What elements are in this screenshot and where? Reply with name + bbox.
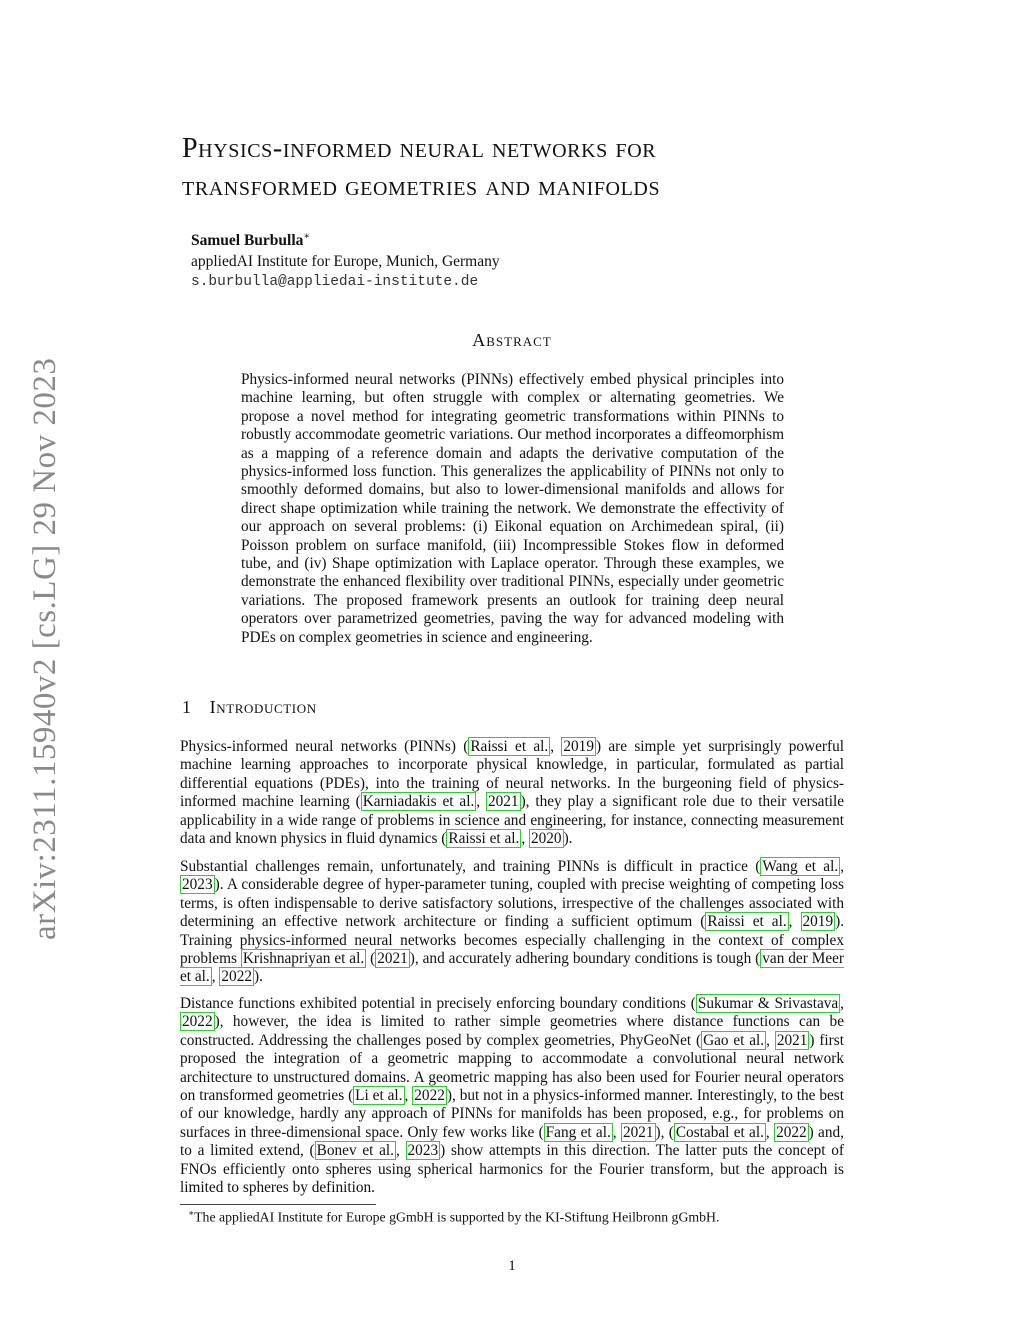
citation-link[interactable]: 2021	[487, 793, 519, 811]
abstract-heading: Abstract	[472, 330, 552, 350]
paragraph-text: Distance functions exhibited potential in precisely enforcing boundary conditions (	[180, 995, 696, 1012]
citation-link[interactable]: 2022	[221, 968, 252, 986]
abstract-text: Physics-informed neural networks (PINNs) effectively embed physical principles into machine learning, but often struggle with complex or alternating geometries. We propose a novel method for integrating geometric transformations within PINNs to robustly accommodate geometric variations. Our method incorporates a diffeomorphism as a mapping of a reference domain and adapts the derivative computation of the physics-informed loss function. This generalizes the applicability of PINNs not only to smoothly deformed domains, but also to lower-dimensional manifolds and allows for direct shape optimization while training the network. We demonstrate the effectivity of our approach on several problems: (i) Eikonal equation on Archimedean spiral, (ii) Poisson problem on surface manifold, (iii) Incompressible Stokes flow in deformed tube, and (iv) Shape optimization with Laplace operator. Through these examples, we demonstrate the enhanced flexibility over traditional PINNs, especially under geometric variations. The proposed framework presents an outlook for training deep neural operators over parametrized geometries, paving the way for advanced modeling with PDEs on complex geometries in science and engineering.	[241, 371, 784, 646]
author-name-text: Samuel Burbulla	[191, 232, 304, 250]
citation-link[interactable]: 2019	[563, 738, 594, 755]
citation-link[interactable]: 2019	[802, 913, 834, 931]
paragraph-text: ,	[840, 858, 845, 875]
citation-link[interactable]: 2022	[182, 1013, 213, 1031]
title-line-2: transformed geometries and manifolds	[182, 171, 661, 202]
citation-link[interactable]: 2021	[622, 1123, 654, 1141]
citation-link[interactable]: Fang et al.	[545, 1123, 611, 1141]
section-heading-introduction	[182, 697, 317, 718]
citation-link[interactable]: Krishnapriyan et al.	[242, 950, 365, 968]
intro-paragraph-1	[180, 738, 844, 848]
citation-link[interactable]: 2023	[182, 876, 213, 894]
citation-link[interactable]: Raissi et al.	[448, 830, 520, 848]
page-number: 1	[508, 1258, 516, 1274]
paragraph-text: Substantial challenges remain, unfortunately, and training PINNs is difficult in practice (	[180, 858, 761, 875]
paragraph-text: ,	[788, 913, 801, 931]
author-name	[191, 226, 500, 251]
citation-link[interactable]: Raissi et al.	[470, 738, 549, 755]
citation-link[interactable]: Raissi et al.	[707, 913, 787, 931]
paragraph-text: (	[366, 950, 376, 968]
citation-link[interactable]: 2022	[414, 1087, 445, 1105]
intro-paragraph-2	[180, 858, 844, 987]
footnote-mark: ∗	[188, 1208, 195, 1218]
citation-link[interactable]: Li et al.	[355, 1087, 403, 1105]
author-affiliation: appliedAI Institute for Europe, Munich, Germany	[191, 253, 500, 271]
citation-link[interactable]: 2023	[407, 1142, 439, 1160]
paragraph-text: ).	[563, 830, 573, 848]
footnote-text: The appliedAI Institute for Europe gGmbH is supported by the KI-Stiftung Heilbronn gGmbH.	[194, 1209, 720, 1225]
paragraph-text: ).	[253, 968, 263, 986]
paragraph-text: ,	[765, 1123, 775, 1141]
citation-link[interactable]: 2021	[776, 1031, 808, 1049]
paragraph-text: ). A considerable degree of hyper-parameter tuning, coupled with precise weighting of competing loss terms, is often indispensable to derive satisfactory solutions, irrespective of the challenges associated with determining an effective network architecture or finding a sufficient optimum (	[180, 876, 844, 931]
paper-title	[182, 130, 882, 206]
paragraph-text: ), and accurately adhering boundary conditions is tough (	[409, 950, 761, 968]
paragraph-text: ), they play a significant role due to their versatile applicability in a wide range of problems in science and engineering, for instance, connecting measurement data and known physics in fluid dynamics (	[180, 793, 844, 848]
citation-link[interactable]: Wang et al.	[762, 858, 839, 875]
footnote-divider	[180, 1204, 376, 1205]
section-number: 1	[182, 697, 192, 717]
citation-link[interactable]: van der Meer et al.	[180, 950, 845, 986]
paragraph-text: ) show attempts in this direction. The latter puts the concept of FNOs efficiently onto spheres using spherical harmonics for the Fourier transform, but the approach is limited to spheres by definition.	[180, 1142, 845, 1197]
citation-link[interactable]: Gao et al.	[703, 1031, 765, 1049]
paragraph-text: ) and, to a limited extend, (	[180, 1123, 844, 1160]
citation-link[interactable]: Costabal et al.	[675, 1123, 764, 1141]
author-footnote-mark: ∗	[303, 231, 311, 242]
paragraph-text: ,	[612, 1123, 621, 1141]
citation-link[interactable]: Bonev et al.	[316, 1142, 394, 1160]
paragraph-text: ,	[766, 1031, 775, 1049]
paragraph-text: ) are simple yet surprisingly powerful machine learning approaches to incorporate physical knowledge, in particular, formulated as partial differential equations (PDEs), into the training of neural networks. In the burgeoning field of physics-informed machine learning (	[180, 738, 845, 811]
paragraph-text: ,	[404, 1087, 413, 1105]
citation-link[interactable]: 2020	[530, 830, 562, 848]
author-email[interactable]: s.burbulla@appliedai-institute.de	[191, 274, 479, 291]
citation-link[interactable]: 2022	[776, 1123, 807, 1141]
paragraph-text: ). Training physics-informed neural networks becomes especially challenging in the context of complex problems	[180, 913, 845, 968]
citation-link[interactable]: 2021	[377, 950, 408, 968]
citation-link[interactable]: Sukumar & Srivastava	[697, 995, 839, 1012]
paragraph-text: Physics-informed neural networks (PINNs) (	[180, 738, 469, 755]
paragraph-text: ,	[395, 1142, 406, 1160]
title-line-1: Physics-informed neural networks for	[182, 133, 657, 164]
section-title: Introduction	[209, 697, 317, 717]
paragraph-text: ) first proposed the integration of a geometric mapping to accommodate a convolutional neural network architecture to unstructured domains. A geometric mapping has also been used for Fourier neural operators on transformed geometries (	[180, 1031, 844, 1105]
footnote	[188, 1208, 719, 1226]
paragraph-text: ), (	[655, 1123, 674, 1141]
citation-link[interactable]: Karniadakis et al.	[362, 793, 475, 811]
author-block	[191, 226, 500, 293]
intro-paragraph-3	[180, 995, 844, 1197]
paragraph-text: ,	[476, 793, 486, 811]
arxiv-identifier-stamp: arXiv:2311.15940v2 [cs.LG] 29 Nov 2023	[27, 357, 63, 940]
paragraph-text: ,	[521, 830, 529, 848]
paragraph-text: ), but not in a physics-informed manner. Interestingly, to the best of our knowledge, hardly any approach of PINNs for manifolds has been proposed, e.g., for problems on surfaces in three-dimensional space. Only few works like (	[180, 1087, 845, 1141]
paragraph-text: ), however, the idea is limited to rather simple geometries where distance functions can be constructed. Addressing the challenges posed by complex geometries, PhyGeoNet (	[180, 1013, 844, 1049]
paragraph-text: ,	[550, 738, 562, 755]
paragraph-text: ,	[840, 995, 844, 1012]
paragraph-text: ,	[211, 968, 220, 986]
